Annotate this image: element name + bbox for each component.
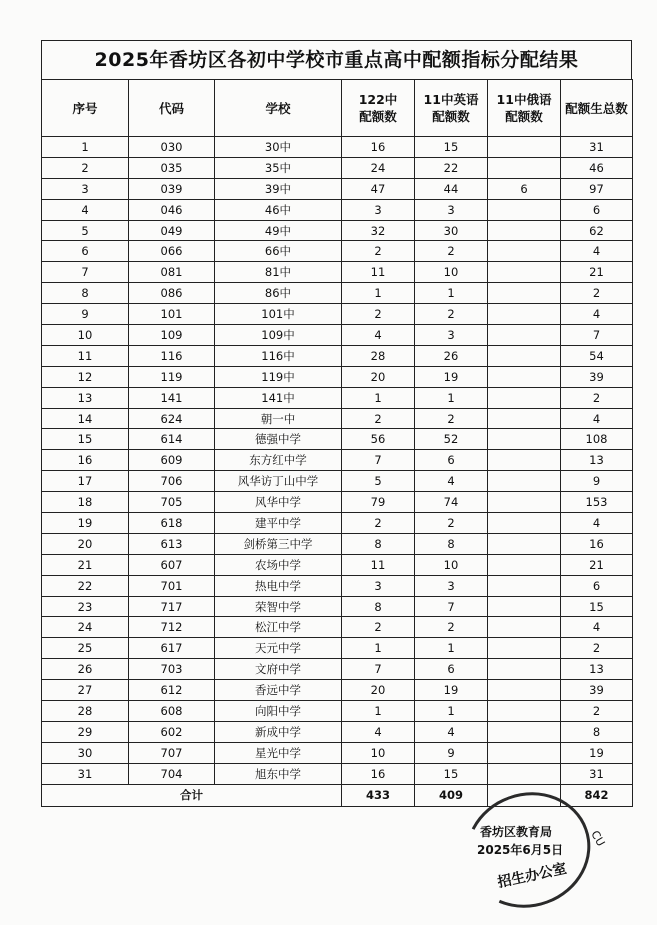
cell-11-russian <box>488 763 561 784</box>
cell-total: 2 <box>561 387 633 408</box>
cell-11-english: 6 <box>415 450 488 471</box>
cell-school: 46中 <box>215 199 342 220</box>
cell-code: 618 <box>129 513 215 534</box>
cell-index: 7 <box>42 262 129 283</box>
cell-11-russian <box>488 283 561 304</box>
cell-11-russian <box>488 304 561 325</box>
cell-code: 717 <box>129 596 215 617</box>
cell-school: 风华中学 <box>215 492 342 513</box>
cell-11-english: 44 <box>415 178 488 199</box>
cell-11-russian <box>488 157 561 178</box>
cell-code: 614 <box>129 429 215 450</box>
cell-11-english: 10 <box>415 554 488 575</box>
cell-122-quota: 2 <box>342 241 415 262</box>
table-row <box>42 742 633 763</box>
cell-index: 29 <box>42 721 129 742</box>
header-school: 学校 <box>215 80 342 137</box>
cell-total: 6 <box>561 199 633 220</box>
cell-122-quota: 10 <box>342 742 415 763</box>
cell-total: 39 <box>561 680 633 701</box>
cell-school: 荣智中学 <box>215 596 342 617</box>
cell-11-russian <box>488 533 561 554</box>
cell-11-russian <box>488 241 561 262</box>
header-index: 序号 <box>42 80 129 137</box>
cell-122-quota: 2 <box>342 617 415 638</box>
cell-school: 风华访丁山中学 <box>215 471 342 492</box>
cell-school: 30中 <box>215 137 342 158</box>
cell-122-quota: 20 <box>342 680 415 701</box>
stamp-office-text: 招生办公室 <box>496 860 569 892</box>
cell-11-english: 3 <box>415 199 488 220</box>
cell-122-quota: 7 <box>342 450 415 471</box>
table-row <box>42 429 633 450</box>
cell-122-quota: 20 <box>342 366 415 387</box>
cell-index: 27 <box>42 680 129 701</box>
issue-date: 2025年6月5日 <box>477 843 564 857</box>
table-row <box>42 680 633 701</box>
cell-total: 6 <box>561 575 633 596</box>
cell-122-quota: 11 <box>342 554 415 575</box>
cell-11-english: 8 <box>415 533 488 554</box>
cell-school: 建平中学 <box>215 513 342 534</box>
cell-school: 49中 <box>215 220 342 241</box>
cell-index: 1 <box>42 137 129 158</box>
header-row <box>42 80 633 137</box>
cell-index: 9 <box>42 304 129 325</box>
cell-total: 54 <box>561 345 633 366</box>
cell-122-quota: 1 <box>342 638 415 659</box>
cell-122-quota: 11 <box>342 262 415 283</box>
table-row <box>42 617 633 638</box>
cell-index: 30 <box>42 742 129 763</box>
table-row <box>42 283 633 304</box>
cell-code: 612 <box>129 680 215 701</box>
cell-122-quota: 1 <box>342 283 415 304</box>
cell-code: 035 <box>129 157 215 178</box>
cell-index: 24 <box>42 617 129 638</box>
cell-122-quota: 47 <box>342 178 415 199</box>
header-122-quota: 122中配额数 <box>342 80 415 137</box>
cell-11-english: 2 <box>415 513 488 534</box>
cell-11-russian <box>488 387 561 408</box>
cell-school: 66中 <box>215 241 342 262</box>
cell-122-quota: 5 <box>342 471 415 492</box>
cell-school: 香远中学 <box>215 680 342 701</box>
total-label: 合计 <box>42 784 342 806</box>
cell-code: 086 <box>129 283 215 304</box>
cell-code: 039 <box>129 178 215 199</box>
allocation-table <box>41 79 633 807</box>
table-row <box>42 220 633 241</box>
table-row <box>42 178 633 199</box>
cell-total: 4 <box>561 408 633 429</box>
cell-11-english: 1 <box>415 701 488 722</box>
cell-11-russian <box>488 596 561 617</box>
cell-11-russian <box>488 554 561 575</box>
cell-122-quota: 79 <box>342 492 415 513</box>
cell-school: 东方红中学 <box>215 450 342 471</box>
cell-index: 12 <box>42 366 129 387</box>
cell-code: 046 <box>129 199 215 220</box>
cell-index: 26 <box>42 659 129 680</box>
cell-code: 607 <box>129 554 215 575</box>
cell-11-english: 2 <box>415 617 488 638</box>
cell-code: 049 <box>129 220 215 241</box>
cell-school: 116中 <box>215 345 342 366</box>
cell-122-quota: 3 <box>342 199 415 220</box>
cell-122-quota: 7 <box>342 659 415 680</box>
cell-11-russian: 6 <box>488 178 561 199</box>
cell-11-english: 19 <box>415 680 488 701</box>
cell-11-russian <box>488 366 561 387</box>
cell-11-russian <box>488 742 561 763</box>
cell-total: 2 <box>561 701 633 722</box>
cell-122-quota: 16 <box>342 763 415 784</box>
cell-school: 81中 <box>215 262 342 283</box>
cell-11-english: 4 <box>415 721 488 742</box>
table-row <box>42 137 633 158</box>
cell-total: 4 <box>561 617 633 638</box>
cell-total: 2 <box>561 638 633 659</box>
cell-index: 18 <box>42 492 129 513</box>
cell-122-quota: 3 <box>342 575 415 596</box>
cell-122-quota: 2 <box>342 408 415 429</box>
cell-index: 6 <box>42 241 129 262</box>
cell-school: 101中 <box>215 304 342 325</box>
total-122: 433 <box>342 784 415 806</box>
header-total-quota: 配额生总数 <box>561 80 633 137</box>
cell-code: 081 <box>129 262 215 283</box>
cell-index: 17 <box>42 471 129 492</box>
cell-code: 119 <box>129 366 215 387</box>
cell-code: 703 <box>129 659 215 680</box>
cell-11-russian <box>488 137 561 158</box>
cell-index: 13 <box>42 387 129 408</box>
table-row <box>42 638 633 659</box>
cell-11-russian <box>488 262 561 283</box>
cell-school: 旭东中学 <box>215 763 342 784</box>
table-row <box>42 575 633 596</box>
cell-11-english: 19 <box>415 366 488 387</box>
cell-11-russian <box>488 721 561 742</box>
cell-code: 712 <box>129 617 215 638</box>
table-row <box>42 492 633 513</box>
cell-total: 2 <box>561 283 633 304</box>
cell-school: 86中 <box>215 283 342 304</box>
cell-total: 15 <box>561 596 633 617</box>
cell-index: 25 <box>42 638 129 659</box>
cell-11-russian <box>488 408 561 429</box>
cell-code: 609 <box>129 450 215 471</box>
cell-11-russian <box>488 429 561 450</box>
cell-code: 624 <box>129 408 215 429</box>
cell-122-quota: 8 <box>342 533 415 554</box>
table-row <box>42 450 633 471</box>
cell-11-english: 52 <box>415 429 488 450</box>
cell-122-quota: 1 <box>342 701 415 722</box>
cell-total: 4 <box>561 304 633 325</box>
cell-11-english: 26 <box>415 345 488 366</box>
header-code: 代码 <box>129 80 215 137</box>
table-row <box>42 533 633 554</box>
cell-11-russian <box>488 492 561 513</box>
table-row <box>42 387 633 408</box>
cell-code: 109 <box>129 325 215 346</box>
table-row <box>42 596 633 617</box>
cell-code: 705 <box>129 492 215 513</box>
cell-code: 701 <box>129 575 215 596</box>
cell-11-russian <box>488 220 561 241</box>
cell-code: 706 <box>129 471 215 492</box>
cell-total: 9 <box>561 471 633 492</box>
cell-11-russian <box>488 450 561 471</box>
cell-11-russian <box>488 471 561 492</box>
cell-total: 31 <box>561 137 633 158</box>
cell-11-russian <box>488 638 561 659</box>
cell-11-english: 30 <box>415 220 488 241</box>
total-sum: 842 <box>561 784 633 806</box>
cell-11-english: 9 <box>415 742 488 763</box>
cell-11-english: 2 <box>415 408 488 429</box>
cell-code: 141 <box>129 387 215 408</box>
cell-11-english: 3 <box>415 325 488 346</box>
header-11-russian-quota: 11中俄语配额数 <box>488 80 561 137</box>
cell-school: 天元中学 <box>215 638 342 659</box>
cell-index: 2 <box>42 157 129 178</box>
cell-index: 31 <box>42 763 129 784</box>
cell-total: 13 <box>561 659 633 680</box>
cell-school: 文府中学 <box>215 659 342 680</box>
cell-index: 15 <box>42 429 129 450</box>
cell-school: 松江中学 <box>215 617 342 638</box>
cell-total: 153 <box>561 492 633 513</box>
cell-11-english: 1 <box>415 638 488 659</box>
cell-school: 39中 <box>215 178 342 199</box>
cell-total: 39 <box>561 366 633 387</box>
cell-total: 8 <box>561 721 633 742</box>
total-11-english: 409 <box>415 784 488 806</box>
cell-code: 066 <box>129 241 215 262</box>
cell-index: 22 <box>42 575 129 596</box>
table-row <box>42 513 633 534</box>
cell-total: 13 <box>561 450 633 471</box>
cell-11-russian <box>488 199 561 220</box>
table-row <box>42 471 633 492</box>
cell-code: 613 <box>129 533 215 554</box>
cell-11-russian <box>488 575 561 596</box>
cell-122-quota: 8 <box>342 596 415 617</box>
cell-total: 21 <box>561 554 633 575</box>
cell-school: 朝一中 <box>215 408 342 429</box>
cell-total: 97 <box>561 178 633 199</box>
cell-index: 21 <box>42 554 129 575</box>
table-row <box>42 157 633 178</box>
cell-index: 20 <box>42 533 129 554</box>
cell-total: 7 <box>561 325 633 346</box>
table-row <box>42 721 633 742</box>
cell-11-english: 74 <box>415 492 488 513</box>
cell-122-quota: 4 <box>342 325 415 346</box>
cell-11-russian <box>488 513 561 534</box>
table-row <box>42 408 633 429</box>
cell-11-russian <box>488 617 561 638</box>
cell-11-english: 22 <box>415 157 488 178</box>
table-row <box>42 554 633 575</box>
cell-index: 10 <box>42 325 129 346</box>
cell-index: 11 <box>42 345 129 366</box>
stamp-mark-text: CU <box>588 828 608 849</box>
cell-122-quota: 4 <box>342 721 415 742</box>
table-row <box>42 304 633 325</box>
cell-school: 141中 <box>215 387 342 408</box>
cell-index: 28 <box>42 701 129 722</box>
cell-school: 热电中学 <box>215 575 342 596</box>
cell-11-russian <box>488 659 561 680</box>
header-11-english-quota: 11中英语配额数 <box>415 80 488 137</box>
cell-total: 31 <box>561 763 633 784</box>
table-row <box>42 199 633 220</box>
cell-122-quota: 1 <box>342 387 415 408</box>
cell-index: 8 <box>42 283 129 304</box>
table-body <box>42 137 633 807</box>
cell-school: 德强中学 <box>215 429 342 450</box>
cell-school: 109中 <box>215 325 342 346</box>
cell-122-quota: 56 <box>342 429 415 450</box>
issuer-name: 香坊区教育局 <box>480 825 553 839</box>
cell-school: 35中 <box>215 157 342 178</box>
cell-11-russian <box>488 325 561 346</box>
cell-index: 5 <box>42 220 129 241</box>
cell-code: 704 <box>129 763 215 784</box>
cell-code: 602 <box>129 721 215 742</box>
cell-total: 19 <box>561 742 633 763</box>
cell-index: 23 <box>42 596 129 617</box>
table-row <box>42 325 633 346</box>
cell-122-quota: 2 <box>342 513 415 534</box>
cell-11-english: 2 <box>415 241 488 262</box>
cell-school: 剑桥第三中学 <box>215 533 342 554</box>
table-row <box>42 345 633 366</box>
cell-school: 农场中学 <box>215 554 342 575</box>
cell-11-english: 3 <box>415 575 488 596</box>
cell-code: 116 <box>129 345 215 366</box>
cell-11-english: 15 <box>415 137 488 158</box>
cell-11-english: 15 <box>415 763 488 784</box>
cell-11-english: 2 <box>415 304 488 325</box>
cell-122-quota: 32 <box>342 220 415 241</box>
cell-code: 707 <box>129 742 215 763</box>
cell-school: 新成中学 <box>215 721 342 742</box>
cell-11-english: 10 <box>415 262 488 283</box>
cell-11-russian <box>488 345 561 366</box>
cell-total: 108 <box>561 429 633 450</box>
cell-total: 62 <box>561 220 633 241</box>
cell-index: 4 <box>42 199 129 220</box>
cell-11-english: 7 <box>415 596 488 617</box>
cell-school: 星光中学 <box>215 742 342 763</box>
cell-11-english: 6 <box>415 659 488 680</box>
table-row <box>42 701 633 722</box>
cell-code: 030 <box>129 137 215 158</box>
cell-code: 617 <box>129 638 215 659</box>
cell-code: 101 <box>129 304 215 325</box>
cell-11-russian <box>488 680 561 701</box>
cell-11-english: 4 <box>415 471 488 492</box>
table-row <box>42 366 633 387</box>
cell-index: 19 <box>42 513 129 534</box>
cell-school: 向阳中学 <box>215 701 342 722</box>
cell-total: 46 <box>561 157 633 178</box>
allocation-sheet <box>41 40 632 807</box>
table-row <box>42 763 633 784</box>
table-row <box>42 659 633 680</box>
cell-total: 16 <box>561 533 633 554</box>
cell-total: 4 <box>561 513 633 534</box>
page-title: 2025年香坊区各初中学校市重点高中配额指标分配结果 <box>41 40 632 79</box>
cell-code: 608 <box>129 701 215 722</box>
cell-index: 3 <box>42 178 129 199</box>
table-row <box>42 241 633 262</box>
cell-11-english: 1 <box>415 387 488 408</box>
cell-122-quota: 28 <box>342 345 415 366</box>
cell-11-russian <box>488 701 561 722</box>
cell-total: 4 <box>561 241 633 262</box>
table-row <box>42 262 633 283</box>
cell-122-quota: 2 <box>342 304 415 325</box>
cell-11-english: 1 <box>415 283 488 304</box>
cell-index: 16 <box>42 450 129 471</box>
cell-122-quota: 24 <box>342 157 415 178</box>
cell-school: 119中 <box>215 366 342 387</box>
cell-122-quota: 16 <box>342 137 415 158</box>
cell-total: 21 <box>561 262 633 283</box>
cell-index: 14 <box>42 408 129 429</box>
